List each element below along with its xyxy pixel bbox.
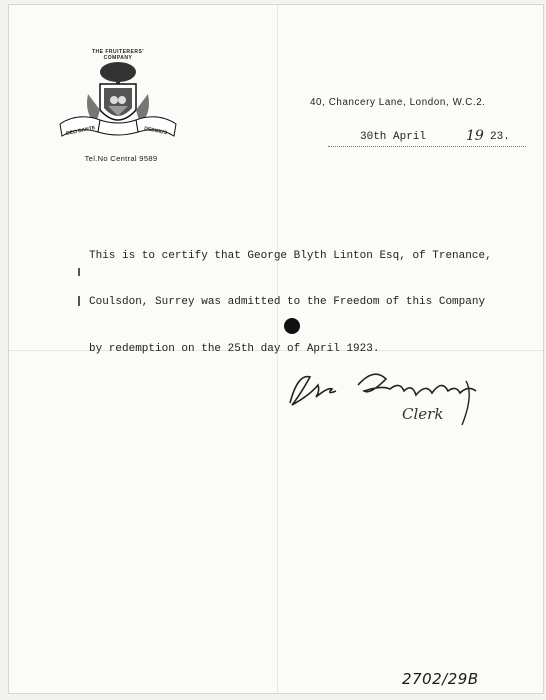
date-year-typed: 23.: [490, 131, 510, 143]
certificate-text-line-1: This is to certify that George Blyth Linton Esq, of Trenance,: [89, 250, 492, 262]
company-crest: [48, 44, 188, 169]
date-day-month: 30th April: [360, 131, 427, 143]
certificate-text-line-2: Coulsdon, Surrey was admitted to the Freedom of this Company: [89, 296, 486, 308]
crest-company-name: THE FRUITERERS' COMPANY: [91, 49, 145, 61]
signature-title: Clerk: [402, 405, 444, 423]
archive-reference: 2702/29B: [402, 670, 479, 688]
punch-hole: [284, 318, 300, 334]
date-year-handwritten: 19: [466, 128, 484, 144]
crest-motto-left: DEO DANTE: [65, 125, 96, 137]
crest-motto-right: DEDIMUS: [143, 125, 168, 137]
margin-mark: [78, 268, 80, 276]
letterhead-address: 40, Chancery Lane, London, W.C.2.: [310, 97, 486, 108]
certificate-text-line-3: by redemption on the 25th day of April 1923.: [89, 343, 380, 355]
telephone-number: Tel.No Central 9589: [84, 154, 158, 163]
handwritten-signature: [270, 355, 490, 455]
margin-mark: [78, 296, 80, 306]
